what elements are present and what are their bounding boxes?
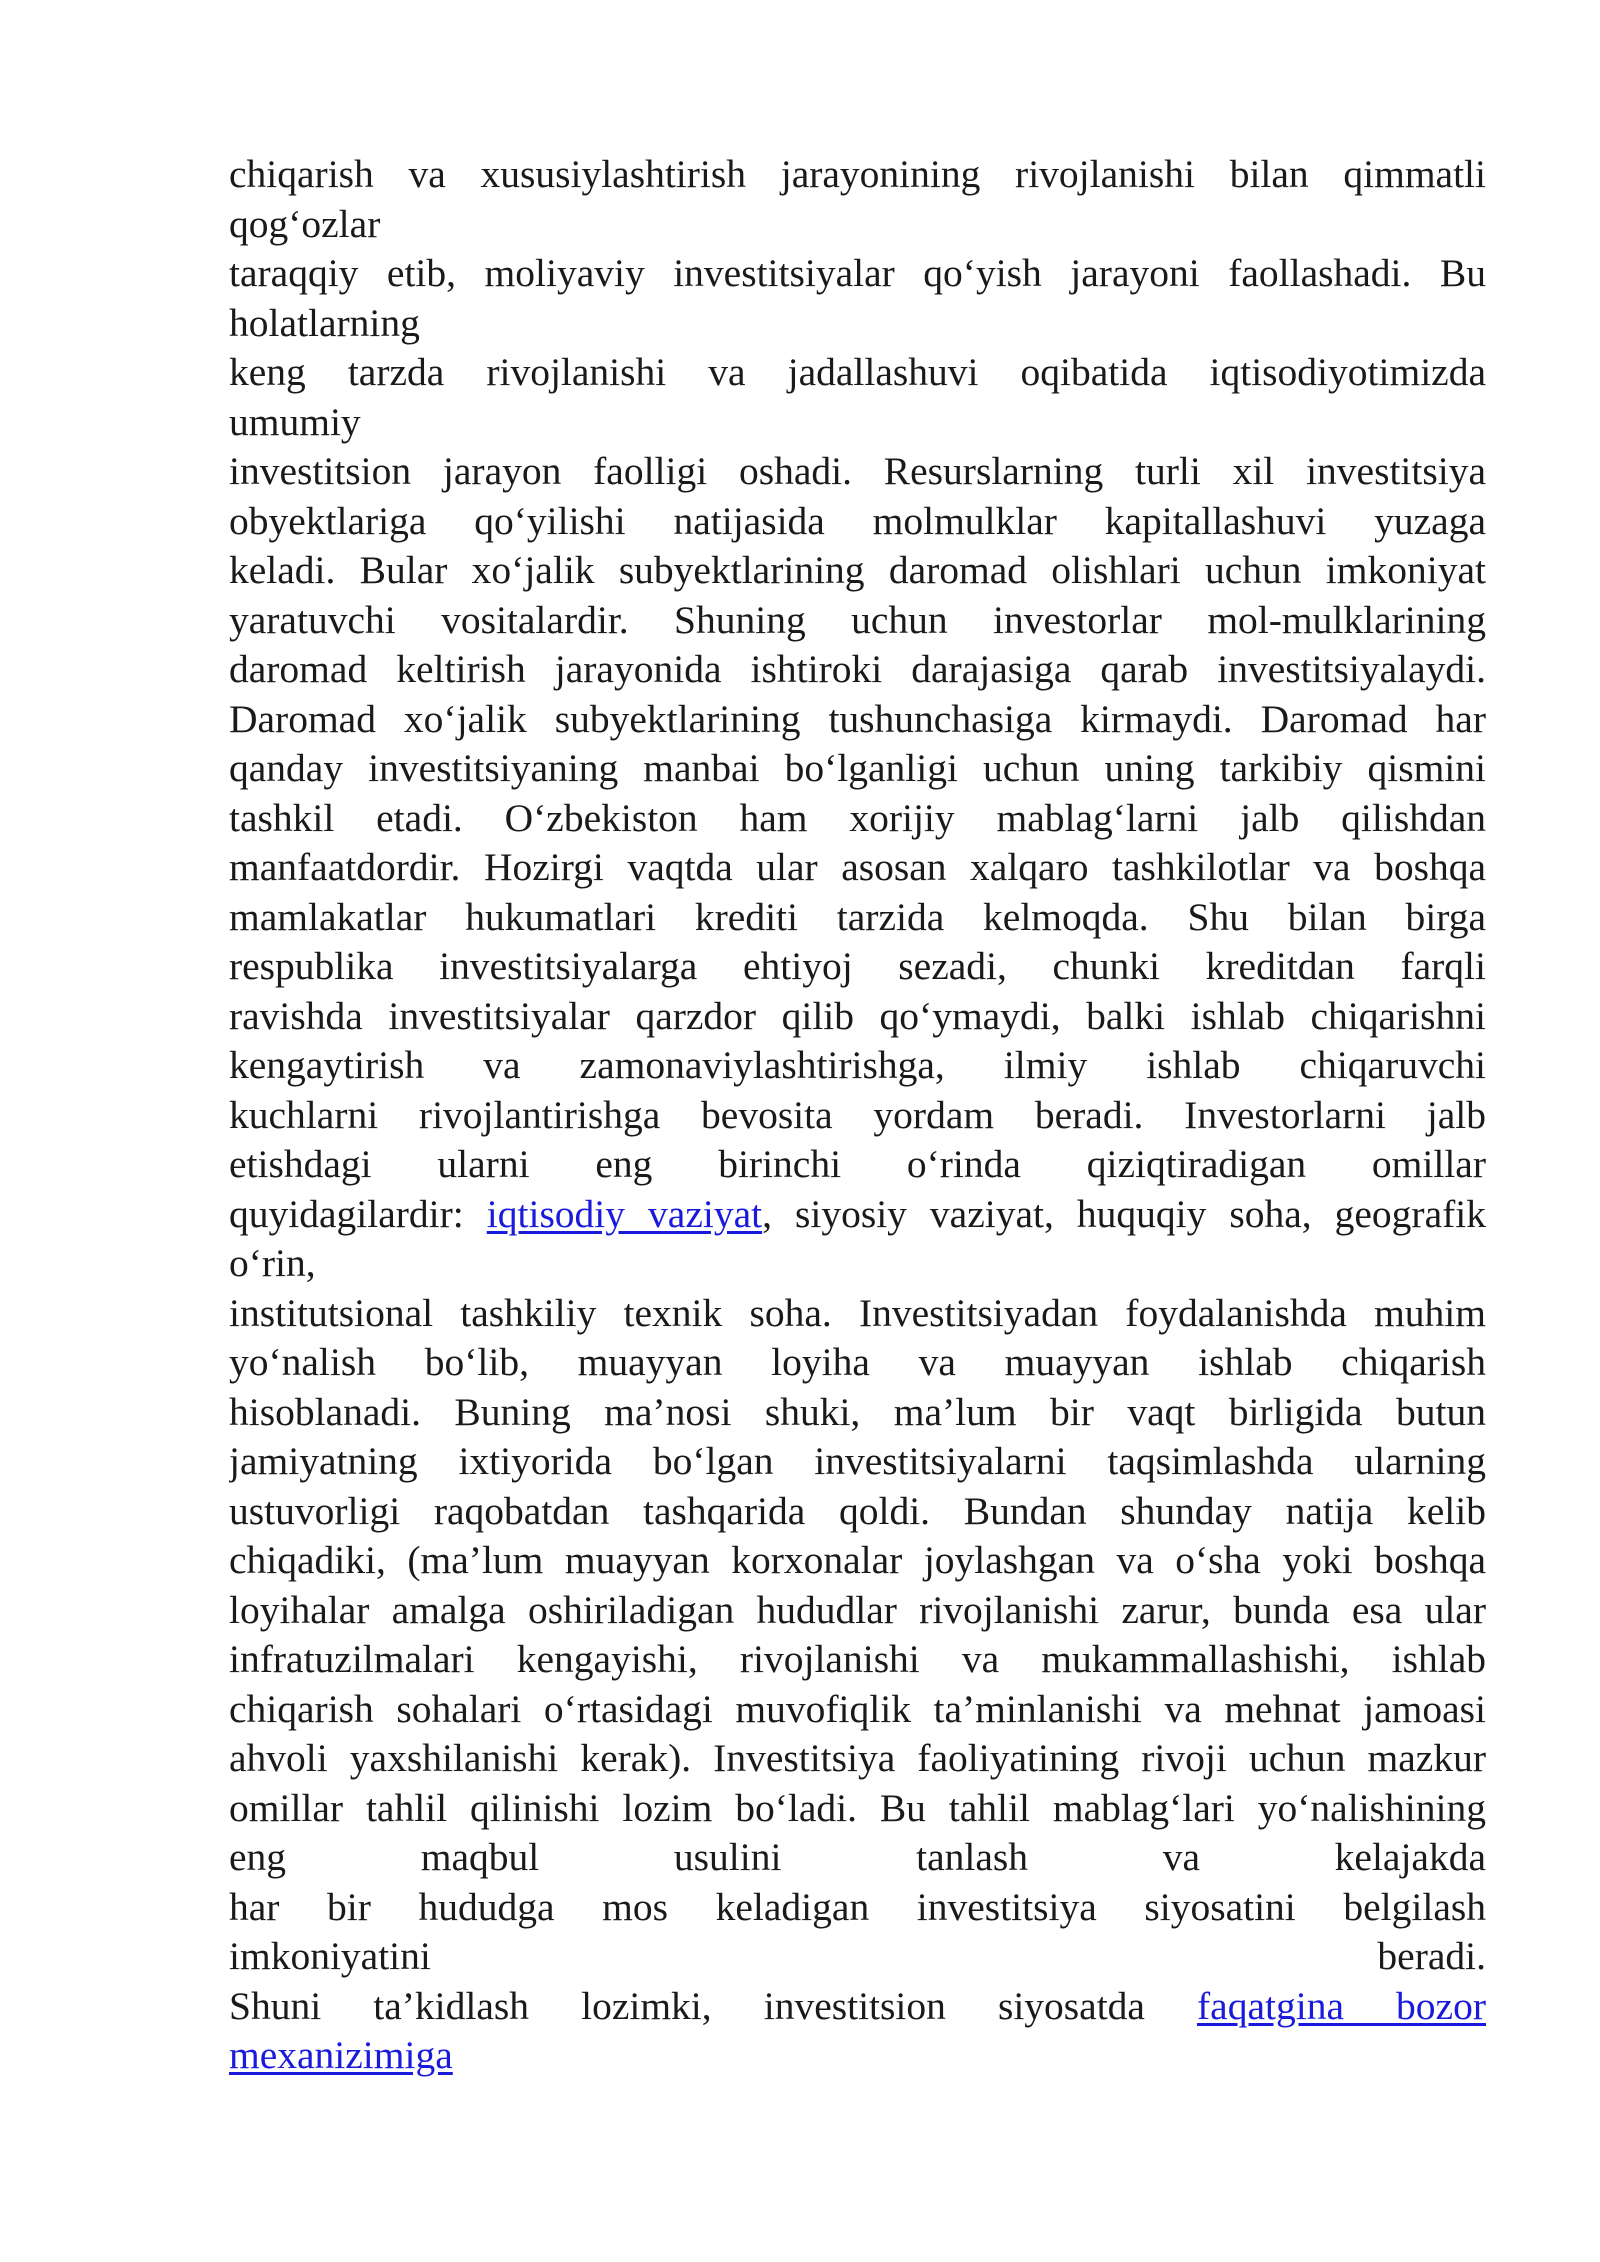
text-line [229, 942, 1486, 992]
text-segment: manfaatdordir. Hozirgi vaqtda ular asosan xalqaro tashkilotlar va boshqa [229, 845, 1486, 889]
text-segment: chiqarish va xususiylashtirish jarayonining rivojlanishi bilan qimmatli [229, 152, 1486, 196]
text-line [229, 1388, 1486, 1438]
hyperlink[interactable]: mexanizimiga [229, 2033, 453, 2077]
text-line [229, 150, 1486, 200]
text-line [229, 893, 1486, 943]
text-segment: investitsion jarayon faolligi oshadi. Resurslarning turli xil investitsiya [229, 449, 1486, 493]
text-line [229, 744, 1486, 794]
text-line [229, 992, 1486, 1042]
text-segment: umumiy [229, 399, 361, 444]
text-line [229, 1536, 1486, 1586]
text-segment: jamiyatning ixtiyorida bo‘lgan investitsiyalarni taqsimlashda ularning [229, 1439, 1486, 1483]
text-line [229, 497, 1486, 547]
text-segment: holatlarning [229, 300, 420, 345]
text-line [229, 1586, 1486, 1636]
text-segment: eng maqbul usulini tanlash va kelajakda [229, 1835, 1486, 1879]
text-segment: daromad keltirish jarayonida ishtiroki darajasiga qarab investitsiyalaydi. [229, 647, 1486, 691]
text-segment: taraqqiy etib, moliyaviy investitsiyalar qo‘yish jarayoni faollashadi. Bu [229, 251, 1486, 295]
text-line [229, 2031, 1486, 2081]
text-line [229, 1289, 1486, 1339]
text-line [229, 695, 1486, 745]
text-line [229, 348, 1486, 398]
text-segment: chiqarish sohalari o‘rtasidagi muvofiqlik ta’minlanishi va mehnat jamoasi [229, 1686, 1486, 1731]
text-line [229, 1833, 1486, 1883]
text-line [229, 1437, 1486, 1487]
text-segment: Daromad xo‘jalik subyektlarining tushunchasiga kirmaydi. Daromad har [229, 696, 1486, 741]
text-segment: ustuvorligi raqobatdan tashqarida qoldi. Bundan shunday natija kelib [229, 1488, 1486, 1533]
text-segment: har bir hududga mos keladigan investitsiya siyosatini belgilash [229, 1884, 1486, 1929]
text-line [229, 1883, 1486, 1933]
text-line [229, 1140, 1486, 1190]
text-line [229, 398, 1486, 448]
text-line [229, 1784, 1486, 1834]
text-line [229, 843, 1486, 893]
text-line [229, 794, 1486, 844]
text-line [229, 1685, 1486, 1735]
text-line [229, 1734, 1486, 1784]
text-segment: qog‘ozlar [229, 201, 381, 246]
text-segment: o‘rin, [229, 1241, 316, 1285]
text-line [229, 1932, 1486, 1982]
text-segment: imkoniyatini beradi. [229, 1934, 1486, 1978]
text-segment: institutsional tashkiliy texnik soha. Investitsiyadan foydalanishda muhim [229, 1290, 1486, 1335]
hyperlink[interactable]: iqtisodiy vaziyat [486, 1191, 763, 1236]
text-line [229, 596, 1486, 646]
text-line [229, 1190, 1486, 1240]
text-segment: yo‘nalish bo‘lib, muayyan loyiha va muayyan ishlab chiqarish [229, 1340, 1486, 1384]
text-segment: omillar tahlil qilinishi lozim bo‘ladi. Bu tahlil mablag‘lari yo‘nalishining [229, 1785, 1486, 1830]
text-line [229, 1041, 1486, 1091]
text-line [229, 1338, 1486, 1388]
text-segment: yaratuvchi vositalardir. Shuning uchun investorlar mol-mulklarining [229, 597, 1486, 642]
text-segment: respublika investitsiyalarga ehtiyoj sezadi, chunki kreditdan farqli [229, 944, 1486, 988]
text-segment: ravishda investitsiyalar qarzdor qilib qo‘ymaydi, balki ishlab chiqarishni [229, 993, 1486, 1038]
text-segment: ahvoli yaxshilanishi kerak). Investitsiya faoliyatining rivoji uchun mazkur [229, 1736, 1486, 1780]
text-line [229, 1487, 1486, 1537]
text-segment: , siyosiy vaziyat, huquqiy soha, geografik [762, 1191, 1486, 1236]
text-line [229, 1635, 1486, 1685]
text-segment: tashkil etadi. O‘zbekiston ham xorijiy mablag‘larni jalb qilishdan [229, 795, 1486, 840]
text-segment: keng tarzda rivojlanishi va jadallashuvi oqibatida iqtisodiyotimizda [229, 350, 1486, 394]
text-segment: etishdagi ularni eng birinchi o‘rinda qiziqtiradigan omillar [229, 1142, 1486, 1186]
text-line [229, 447, 1486, 497]
text-segment: keladi. Bular xo‘jalik subyektlarining daromad olishlari uchun imkoniyat [229, 548, 1486, 592]
document-page [229, 150, 1486, 2081]
text-segment: kengaytirish va zamonaviylashtirishga, ilmiy ishlab chiqaruvchi [229, 1043, 1486, 1087]
text-line [229, 200, 1486, 250]
text-segment: kuchlarni rivojlantirishga bevosita yordam beradi. Investorlarni jalb [229, 1092, 1486, 1137]
text-line [229, 645, 1486, 695]
text-line [229, 299, 1486, 349]
text-line [229, 1239, 1486, 1289]
text-line [229, 249, 1486, 299]
text-segment: loyihalar amalga oshiriladigan hududlar rivojlanishi zarur, bunda esa ular [229, 1587, 1486, 1632]
text-line [229, 1091, 1486, 1141]
text-segment: hisoblanadi. Buning ma’nosi shuki, ma’lum bir vaqt birligida butun [229, 1389, 1486, 1434]
text-line [229, 546, 1486, 596]
text-segment: obyektlariga qo‘yilishi natijasida molmulklar kapitallashuvi yuzaga [229, 498, 1486, 543]
text-segment: quyidagilardir: [229, 1191, 487, 1236]
hyperlink[interactable]: faqatgina bozor [1197, 1983, 1486, 2028]
text-line [229, 1982, 1486, 2032]
text-segment: infratuzilmalari kengayishi, rivojlanishi va mukammallashishi, ishlab [229, 1637, 1486, 1681]
text-segment: mamlakatlar hukumatlari krediti tarzida kelmoqda. Shu bilan birga [229, 894, 1486, 939]
text-segment: Shuni ta’kidlash lozimki, investitsion siyosatda [229, 1983, 1198, 2028]
text-segment: chiqadiki, (ma’lum muayyan korxonalar joylashgan va o‘sha yoki boshqa [229, 1538, 1486, 1582]
text-segment: qanday investitsiyaning manbai bo‘lganligi uchun uning tarkibiy qismini [229, 746, 1486, 790]
